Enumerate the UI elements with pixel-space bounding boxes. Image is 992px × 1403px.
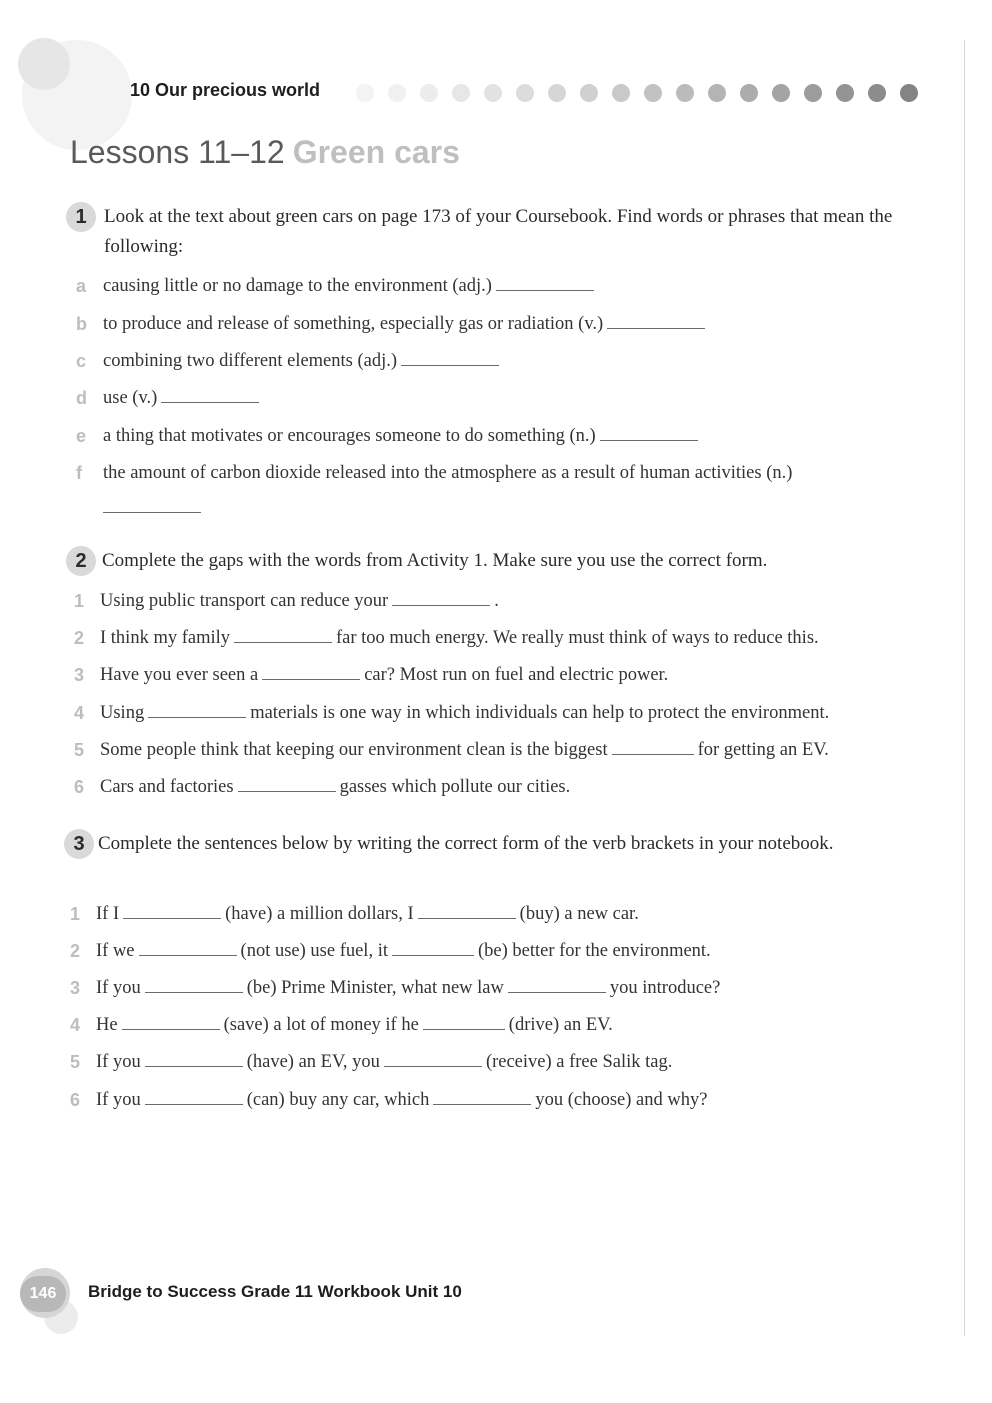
- item-text: for getting an EV.: [697, 740, 829, 760]
- item-marker: 3: [74, 665, 85, 685]
- header-dot: [420, 84, 438, 102]
- list-item: [103, 314, 709, 335]
- header-dot: [804, 84, 822, 102]
- exercise-instruction: Complete the sentences below by writing the correct form of the verb brackets in your notebook.: [98, 833, 834, 854]
- item-text: I think my family: [100, 628, 230, 648]
- item-marker: 5: [74, 740, 85, 760]
- item-marker: 6: [70, 1090, 81, 1110]
- item-text: Using: [100, 703, 145, 723]
- item-text: (be) Prime Minister, what new law: [246, 978, 504, 998]
- answer-blank[interactable]: [423, 1015, 505, 1030]
- answer-blank[interactable]: [401, 351, 499, 366]
- list-item: [103, 276, 598, 297]
- item-text: (receive) a free Salik tag.: [485, 1052, 673, 1072]
- item-marker: c: [76, 351, 87, 371]
- header-dot: [836, 84, 854, 102]
- item-marker: d: [76, 388, 87, 408]
- list-item: [100, 591, 499, 612]
- exercise-number-badge: 2: [66, 546, 96, 576]
- answer-blank[interactable]: [496, 276, 594, 291]
- item-text: Cars and factories: [100, 777, 234, 797]
- answer-blank[interactable]: [392, 591, 490, 606]
- list-item: [103, 388, 263, 409]
- item-text: use (v.): [103, 388, 158, 408]
- list-item: [100, 740, 829, 761]
- item-text: you (choose) and why?: [535, 1090, 708, 1110]
- item-text: (be) better for the environment.: [477, 941, 711, 961]
- answer-blank[interactable]: [600, 426, 698, 441]
- page-number-badge: 146: [20, 1276, 66, 1312]
- list-item: [100, 665, 668, 686]
- answer-blank[interactable]: [139, 941, 237, 956]
- item-marker: 2: [70, 941, 81, 961]
- answer-blank[interactable]: [433, 1090, 531, 1105]
- list-item: [100, 628, 819, 649]
- list-item: [96, 904, 639, 925]
- item-text: Using public transport can reduce your: [100, 591, 389, 611]
- item-text: (drive) an EV.: [508, 1015, 613, 1035]
- header-dot: [484, 84, 502, 102]
- answer-blank[interactable]: [418, 904, 516, 919]
- exercise-instruction: Look at the text about green cars on page 173 of your Coursebook. Find words or phrases that mean the following:: [104, 206, 893, 257]
- item-text: far too much energy. We really must think of ways to reduce this.: [336, 628, 819, 648]
- lesson-title: [70, 134, 460, 171]
- answer-blank[interactable]: [103, 512, 201, 513]
- answer-blank[interactable]: [161, 388, 259, 403]
- list-item: [103, 426, 702, 447]
- item-text: causing little or no damage to the environment (adj.): [103, 276, 492, 296]
- item-text: materials is one way in which individuals can help to protect the environment.: [250, 703, 830, 723]
- item-text: combining two different elements (adj.): [103, 351, 398, 371]
- footer-title: Bridge to Success Grade 11 Workbook Unit 10: [88, 1282, 462, 1301]
- lesson-number: Lessons 11–12: [70, 134, 285, 170]
- answer-blank[interactable]: [238, 777, 336, 792]
- item-text: (have) an EV, you: [246, 1052, 380, 1072]
- page-edge-rule: [964, 40, 965, 1336]
- unit-header-title: 10 Our precious world: [130, 80, 321, 100]
- item-text: to produce and release of something, especially gas or radiation (v.): [103, 314, 604, 334]
- answer-blank[interactable]: [145, 1090, 243, 1105]
- item-marker: 1: [74, 591, 85, 611]
- item-text: (have) a million dollars, I: [225, 904, 414, 924]
- exercise-number-badge: 3: [64, 829, 94, 859]
- header-dot: [356, 84, 374, 102]
- item-text: If you: [96, 1052, 141, 1072]
- lesson-subtitle: Green cars: [292, 134, 460, 170]
- header-dot: [900, 84, 918, 102]
- header-dot: [708, 84, 726, 102]
- answer-blank[interactable]: [607, 314, 705, 329]
- item-text: He: [96, 1015, 118, 1035]
- header-dot-row: [356, 84, 918, 102]
- header-dot: [772, 84, 790, 102]
- list-item: [96, 978, 720, 999]
- list-item: [103, 351, 503, 372]
- item-text: you introduce?: [609, 978, 721, 998]
- item-marker: e: [76, 426, 87, 446]
- answer-blank[interactable]: [234, 628, 332, 643]
- header-dot: [548, 84, 566, 102]
- item-text: (can) buy any car, which: [246, 1090, 430, 1110]
- item-marker: 4: [70, 1015, 81, 1035]
- item-text: If we: [96, 941, 135, 961]
- exercise-instruction: Complete the gaps with the words from Activity 1. Make sure you use the correct form.: [102, 550, 768, 571]
- item-marker: f: [76, 463, 82, 483]
- item-marker: b: [76, 314, 87, 334]
- item-text: (save) a lot of money if he: [223, 1015, 419, 1035]
- answer-blank[interactable]: [122, 1015, 220, 1030]
- header-dot: [516, 84, 534, 102]
- item-text: gasses which pollute our cities.: [339, 777, 571, 797]
- item-marker: 2: [74, 628, 85, 648]
- answer-blank[interactable]: [262, 665, 360, 680]
- header-dot: [580, 84, 598, 102]
- list-item: [96, 1090, 707, 1111]
- decorative-circle: [18, 38, 70, 90]
- answer-blank[interactable]: [612, 740, 694, 755]
- item-text: the amount of carbon dioxide released into the atmosphere as a result of human activities (n.): [103, 463, 793, 483]
- item-text: If I: [96, 904, 120, 924]
- item-text: a thing that motivates or encourages someone to do something (n.): [103, 426, 596, 446]
- header-dot: [740, 84, 758, 102]
- answer-blank[interactable]: [123, 904, 221, 919]
- item-text: .: [494, 591, 499, 611]
- answer-blank[interactable]: [148, 703, 246, 718]
- item-text: If you: [96, 978, 141, 998]
- item-marker: 1: [70, 904, 81, 924]
- item-text: (not use) use fuel, it: [240, 941, 388, 961]
- answer-blank[interactable]: [392, 941, 474, 956]
- header-dot: [676, 84, 694, 102]
- item-text: Some people think that keeping our environment clean is the biggest: [100, 740, 608, 760]
- list-item: [96, 941, 711, 962]
- item-marker: 4: [74, 703, 85, 723]
- item-text: (buy) a new car.: [519, 904, 639, 924]
- list-item: [96, 1052, 672, 1073]
- header-dot: [452, 84, 470, 102]
- list-item: [96, 1015, 613, 1036]
- item-text: Have you ever seen a: [100, 665, 259, 685]
- answer-blank[interactable]: [145, 1052, 243, 1067]
- exercise-number-badge: 1: [66, 202, 96, 232]
- item-marker: 6: [74, 777, 85, 797]
- item-text: If you: [96, 1090, 141, 1110]
- item-marker: 3: [70, 978, 81, 998]
- header-dot: [644, 84, 662, 102]
- header-dot: [612, 84, 630, 102]
- item-marker: 5: [70, 1052, 81, 1072]
- header-dot: [388, 84, 406, 102]
- answer-blank[interactable]: [145, 978, 243, 993]
- list-item: [103, 463, 792, 484]
- header-dot: [868, 84, 886, 102]
- item-text: car? Most run on fuel and electric power.: [364, 665, 669, 685]
- item-marker: a: [76, 276, 87, 296]
- answer-blank[interactable]: [508, 978, 606, 993]
- list-item: [100, 703, 829, 724]
- answer-blank[interactable]: [384, 1052, 482, 1067]
- list-item: [100, 777, 570, 798]
